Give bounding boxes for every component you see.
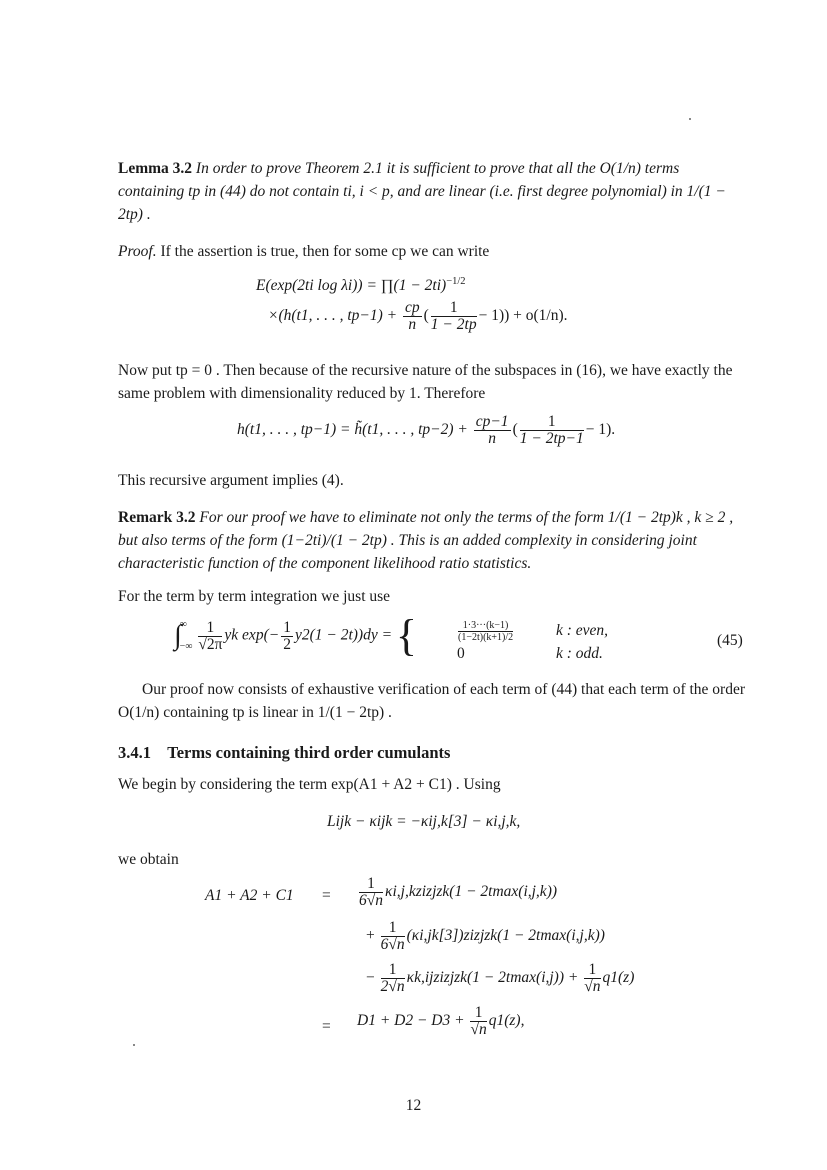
aligned-equals-1: = [322,887,331,904]
paragraph-now-put: Now put tp = 0 . Then because of the recursive nature of the subspaces in (16), we have exactly the same problem with dimensionality reduced by 1. Therefore [118,362,733,402]
equation-kappa: Lijk − κijk = −κij,k[3] − κi,j,k, [327,813,521,830]
fraction-case-even: $\frac{1\cdot 3\cdot\cdot\cdot(k-1)}{(1-2t)(k+1)/2}$ [458,620,514,643]
fraction-one-over-1-2tp1: $\frac{1}{1 - 2tp-1}$ [519,413,584,447]
proof-text: If the assertion is true, then for some cp we can write [160,243,490,260]
scan-speck [133,1044,135,1046]
aligned-row-3: − $\frac{1}{2√n}$ κk,ijzizjzk(1 − 2tmax(i,j)) + $\frac{1}{√n}$ q1(z) [366,961,635,995]
paragraph-obtain: we obtain [118,851,179,868]
aligned-row-1: $\frac{1}{6√n}$ κi,j,kzizjzk(1 − 2tmax(i,j,k)) [359,875,558,909]
paragraph-exhaustive: Our proof now consists of exhaustive verification of each term of (44) that each term of the order O(1/n) containing tp is linear in 1/(1 − 2tp) . [118,681,745,721]
equation-h-recursion: h(t1, . . . , tp−1) = h̃(t1, . . . , tp−2) + $\frac{cp-1}{n}$ ( $\frac{1}{1 - 2tp-1}$ − 1). [237,413,616,447]
fraction-half: $\frac{1}{2}$ [283,618,291,653]
aligned-row-4: D1 + D2 − D3 + $\frac{1}{√n}$ q1(z), [357,1004,525,1038]
aligned-lhs: A1 + A2 + C1 [205,887,294,904]
scan-speck [689,118,691,120]
equation-expectation-line1: E(exp(2ti log λi)) = ∏(1 − 2ti)$^{-1/2}$ [256,276,466,294]
remark-heading: Remark 3.2 [118,509,196,526]
equation-expectation-line2: ×(h(t1, . . . , tp−1) + $\frac{cp}{n}$ ( $\frac{1}{1 - 2tp}$ − 1)) + o(1/n). [268,299,568,333]
equation-number-45: (45) [717,632,743,649]
proof-paragraph [118,240,746,263]
fraction-one-over-sqrt-2pi: $\frac{1}{√2\pi}$ [198,618,223,653]
proof-heading: Proof. [118,243,157,260]
equation-45-case-even [456,620,515,643]
aligned-equals-2: = [322,1018,331,1035]
equation-45-cond-odd: k : odd. [556,645,603,662]
lemma-text: In order to prove Theorem 2.1 it is sufficient to prove that all the O(1/n) terms containing tp in (44) do not contain ti, i < p, and are linear (i.e. first degree polynomial) in 1/(1 − 2tp) . [118,160,726,223]
fraction-1-over-6sqrtn-2: $\frac{1}{6√n}$ [380,919,405,953]
lemma-paragraph [118,157,746,226]
paragraph-recursive: This recursive argument implies (4). [118,472,344,489]
paragraph-begin: We begin by considering the term exp(A1 + A2 + C1) . Using [118,776,501,793]
equation-45: ∫ ∞ −∞ $\frac{1}{√2\pi}$ yk exp(− $\frac{1}{2}$ y2(1 − 2t))dy = { [174,611,418,660]
equation-45-case-odd: 0 [457,645,465,662]
fraction-cp1-over-n: $\frac{cp-1}{n}$ [475,413,509,447]
fraction-1-over-sqrtn-2: $\frac{1}{√n}$ [470,1004,487,1038]
section-title: Terms containing third order cumulants [167,743,451,762]
cases-brace: { [395,611,418,660]
remark-text: For our proof we have to eliminate not only the terms of the form 1/(1 − 2tp)k , k ≥ 2 , but also terms of the form (1−2ti)/(1 − 2tp) . This is an added complexity in considering joint characteristic function of the component likelihood ratio statistics. [118,509,734,572]
remark-paragraph [118,506,746,575]
equation-45-cond-even: k : even, [556,622,609,639]
fraction-one-over-1-2tp: $\frac{1}{1 - 2tp}$ [430,299,477,333]
lemma-heading: Lemma 3.2 [118,160,193,177]
fraction-cp-over-n: $\frac{cp}{n}$ [404,299,420,333]
fraction-1-over-6sqrtn: $\frac{1}{6√n}$ [359,875,384,909]
aligned-row-2: + $\frac{1}{6√n}$ (κi,jk[3])zizjzk(1 − 2tmax(i,j,k)) [366,919,605,953]
fraction-1-over-sqrtn: $\frac{1}{√n}$ [584,961,601,995]
page-number: 12 [405,1097,422,1114]
fraction-1-over-2sqrtn: $\frac{1}{2√n}$ [380,961,405,995]
paragraph-term-by-term: For the term by term integration we just use [118,588,391,605]
section-heading [118,741,746,764]
section-number: 3.4.1 [118,743,151,762]
